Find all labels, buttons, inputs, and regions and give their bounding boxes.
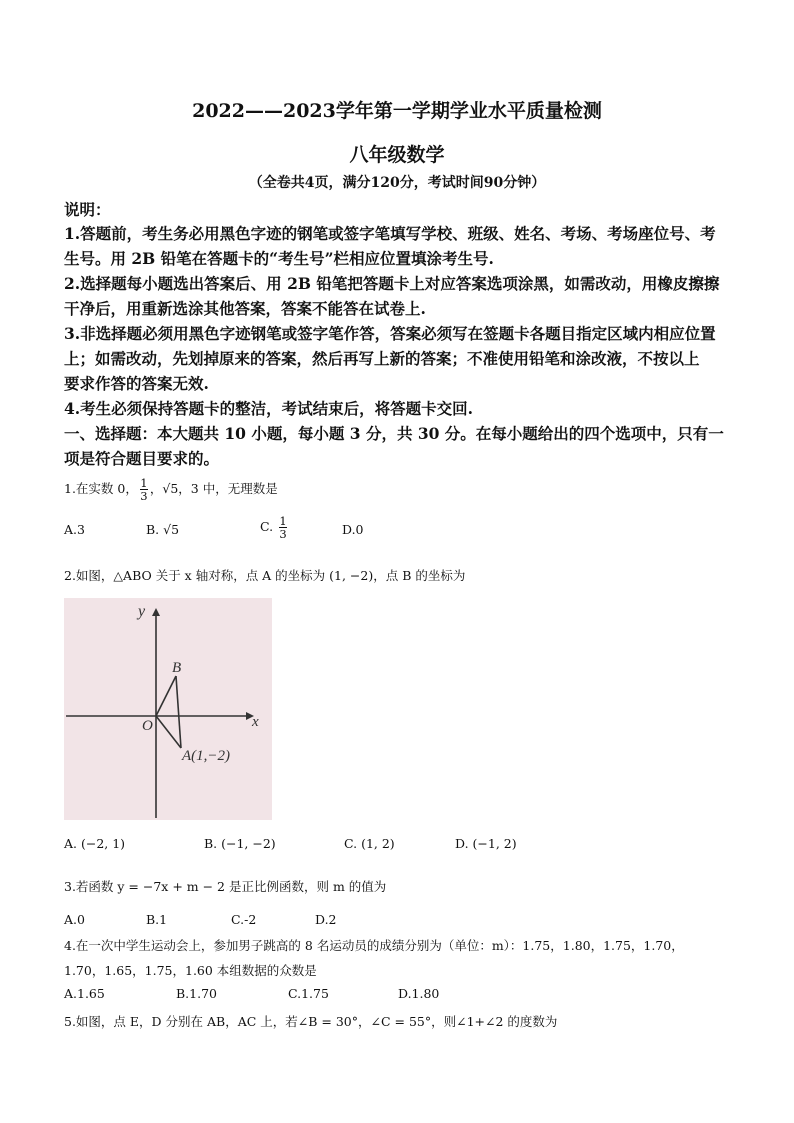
y-axis-arrow [152,608,160,616]
section-heading: 一、选择题：本大题共 10 小题，每小题 3 分，共 30 分。在每小题给出的四个选项中，只有一 [64,424,724,443]
coordinate-figure [64,598,272,820]
exam-note: （全卷共4页，满分120分，考试时间90分钟） [248,175,546,191]
question-4-line1: 4.在一次中学生运动会上，参加男子跳高的 8 名运动员的成绩分别为（单位：m）：1.75，1.80，1.75，1.70， [64,938,684,953]
q1-sqrt: √5 [162,481,179,496]
q2-option-c: C. (1, 2) [344,836,395,851]
q1-option-c [260,514,289,540]
instruction-line: 3.非选择题必须用黑色字迹钢笔或签字笔作答，答案必须写在签题卡各题目指定区域内相应位置 [64,324,716,343]
figure-svg [64,598,272,820]
question-1 [64,476,278,502]
segment-oa [156,716,181,748]
q3-option-a: A.0 [64,912,85,927]
option-label: B. [146,522,164,537]
instruction-line: 4.考生必须保持答题卡的整洁，考试结束后，将答题卡交回. [64,399,474,418]
q1-prefix: 1.在实数 0， [64,481,138,496]
instruction-line: 1.答题前，考生务必用黑色字迹的钢笔或签字笔填写学校、班级、姓名、考场、考场座位号、考 [64,224,716,243]
segment-ob [156,676,176,716]
segment-ba [176,676,181,748]
option-value: √5 [163,522,180,537]
q3-option-d: D.2 [315,912,337,927]
instruction-line: 2.选择题每小题选出答案后、用 2B 铅笔把答题卡上对应答案选项涂黑，如需改动，用橡皮擦擦 [64,274,720,293]
origin-label: O [142,718,153,734]
instructions-heading: 说明： [64,200,111,219]
q1-fraction [140,477,148,502]
q1-suffix: ，3 中，无理数是 [178,481,278,496]
point-a-label: A(1,−2) [182,748,231,764]
option-label: C. [260,519,278,534]
q4-option-d: D.1.80 [398,986,440,1001]
q1-option-b [146,522,179,537]
q4-option-a: A.1.65 [64,986,105,1001]
frac-numerator: 1 [279,514,287,528]
q2-option-d: D. (−1, 2) [455,836,517,851]
point-b-label: B [172,660,182,676]
instruction-line: 生号。用 2B 铅笔在答题卡的“考生号”栏相应位置填涂考生号. [64,249,494,268]
frac-denominator: 3 [279,527,287,541]
q3-option-c: C.-2 [231,912,257,927]
exam-subject: 八年级数学 [349,144,445,166]
frac-denominator: 3 [140,489,148,503]
question-5: 5.如图，点 E，D 分别在 AB，AC 上，若∠B = 30°，∠C = 55°，则∠1+∠2 的度数为 [64,1014,558,1029]
q2-option-b: B. (−1, −2) [204,836,276,851]
section-heading: 项是符合题目要求的。 [64,449,220,468]
q4-option-b: B.1.70 [176,986,217,1001]
instruction-line: 干净后，用重新选涂其他答案，答案不能答在试卷上. [64,299,426,318]
q1-sep: ， [149,481,163,496]
q3-option-b: B.1 [146,912,168,927]
x-label: x [252,714,259,730]
exam-title: 2022——2023学年第一学期学业水平质量检测 [192,100,602,122]
q4-option-c: C.1.75 [288,986,329,1001]
instruction-line: 上；如需改动，先划掉原来的答案，然后再写上新的答案；不准使用铅笔和涂改液，不按以上 [64,349,700,368]
instruction-line: 要求作答的答案无效. [64,374,209,393]
y-label: y [138,603,146,620]
question-4-line2: 1.70，1.65，1.75，1.60 本组数据的众数是 [64,963,317,978]
question-2: 2.如图，△ABO 关于 x 轴对称，点 A 的坐标为 (1, −2)，点 B 的坐标为 [64,568,466,583]
frac-numerator: 1 [140,476,148,490]
question-3: 3.若函数 y = −7x + m − 2 是正比例函数，则 m 的值为 [64,879,387,894]
q1-option-d: D.0 [342,522,364,537]
q2-option-a: A. (−2, 1) [64,836,126,851]
q1-option-a: A.3 [64,522,85,537]
